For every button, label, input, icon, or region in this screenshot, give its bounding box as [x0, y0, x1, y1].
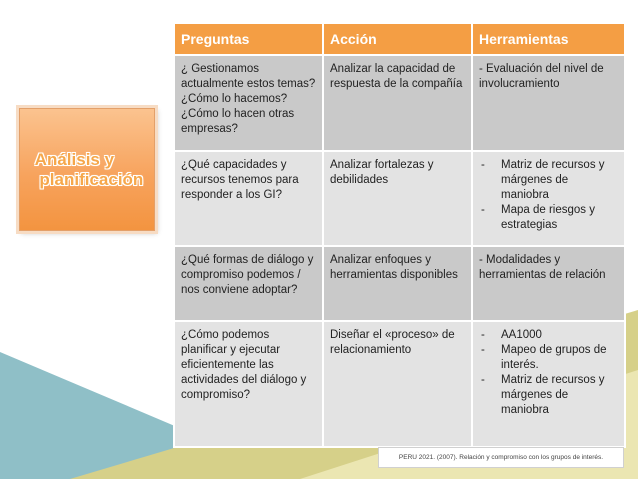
- cell-pregunta: ¿Cómo podemos planificar y ejecutar eficientemente las actividades del diálogo y compromiso?: [174, 321, 323, 447]
- list-item: - Mapa de riesgos y estrategias: [479, 203, 618, 233]
- table-row: [174, 321, 625, 447]
- tools-list: [479, 158, 618, 233]
- cell-herramientas: - Modalidades y herramientas de relación: [472, 246, 625, 321]
- cell-herramientas: [472, 151, 625, 246]
- planning-table: [173, 22, 626, 448]
- list-item: - Matriz de recursos y márgenes de maniobra: [479, 373, 618, 418]
- header-preguntas: Preguntas: [174, 23, 323, 55]
- list-item: - Mapeo de grupos de interés.: [479, 343, 618, 373]
- cell-accion: Analizar enfoques y herramientas disponibles: [323, 246, 472, 321]
- analysis-planning-title: Análisis y planificación: [34, 149, 144, 189]
- cell-accion: Analizar fortalezas y debilidades: [323, 151, 472, 246]
- cell-herramientas: [472, 321, 625, 447]
- cell-pregunta: ¿ Gestionamos actualmente estos temas? ¿Cómo lo hacemos? ¿Cómo lo hacen otras empresas?: [174, 55, 323, 151]
- table-row: [174, 55, 625, 151]
- cell-accion: Analizar la capacidad de respuesta de la compañía: [323, 55, 472, 151]
- cell-pregunta: ¿Qué formas de diálogo y compromiso podemos / nos conviene adoptar?: [174, 246, 323, 321]
- cell-pregunta: ¿Qué capacidades y recursos tenemos para responder a los GI?: [174, 151, 323, 246]
- tools-list: [479, 328, 618, 418]
- cell-herramientas: - Evaluación del nivel de involucramiento: [472, 55, 625, 151]
- table-header-row: [174, 23, 625, 55]
- header-herramientas: Herramientas: [472, 23, 625, 55]
- list-item: - Matriz de recursos y márgenes de maniobra: [479, 158, 618, 203]
- cell-accion: Diseñar el «proceso» de relacionamiento: [323, 321, 472, 447]
- table-row: [174, 246, 625, 321]
- citation-note: PERU 2021. (2007). Relación y compromiso con los grupos de interés.: [378, 447, 624, 468]
- list-item: - AA1000: [479, 328, 618, 343]
- header-accion: Acción: [323, 23, 472, 55]
- analysis-planning-box: [19, 108, 155, 231]
- table-row: [174, 151, 625, 246]
